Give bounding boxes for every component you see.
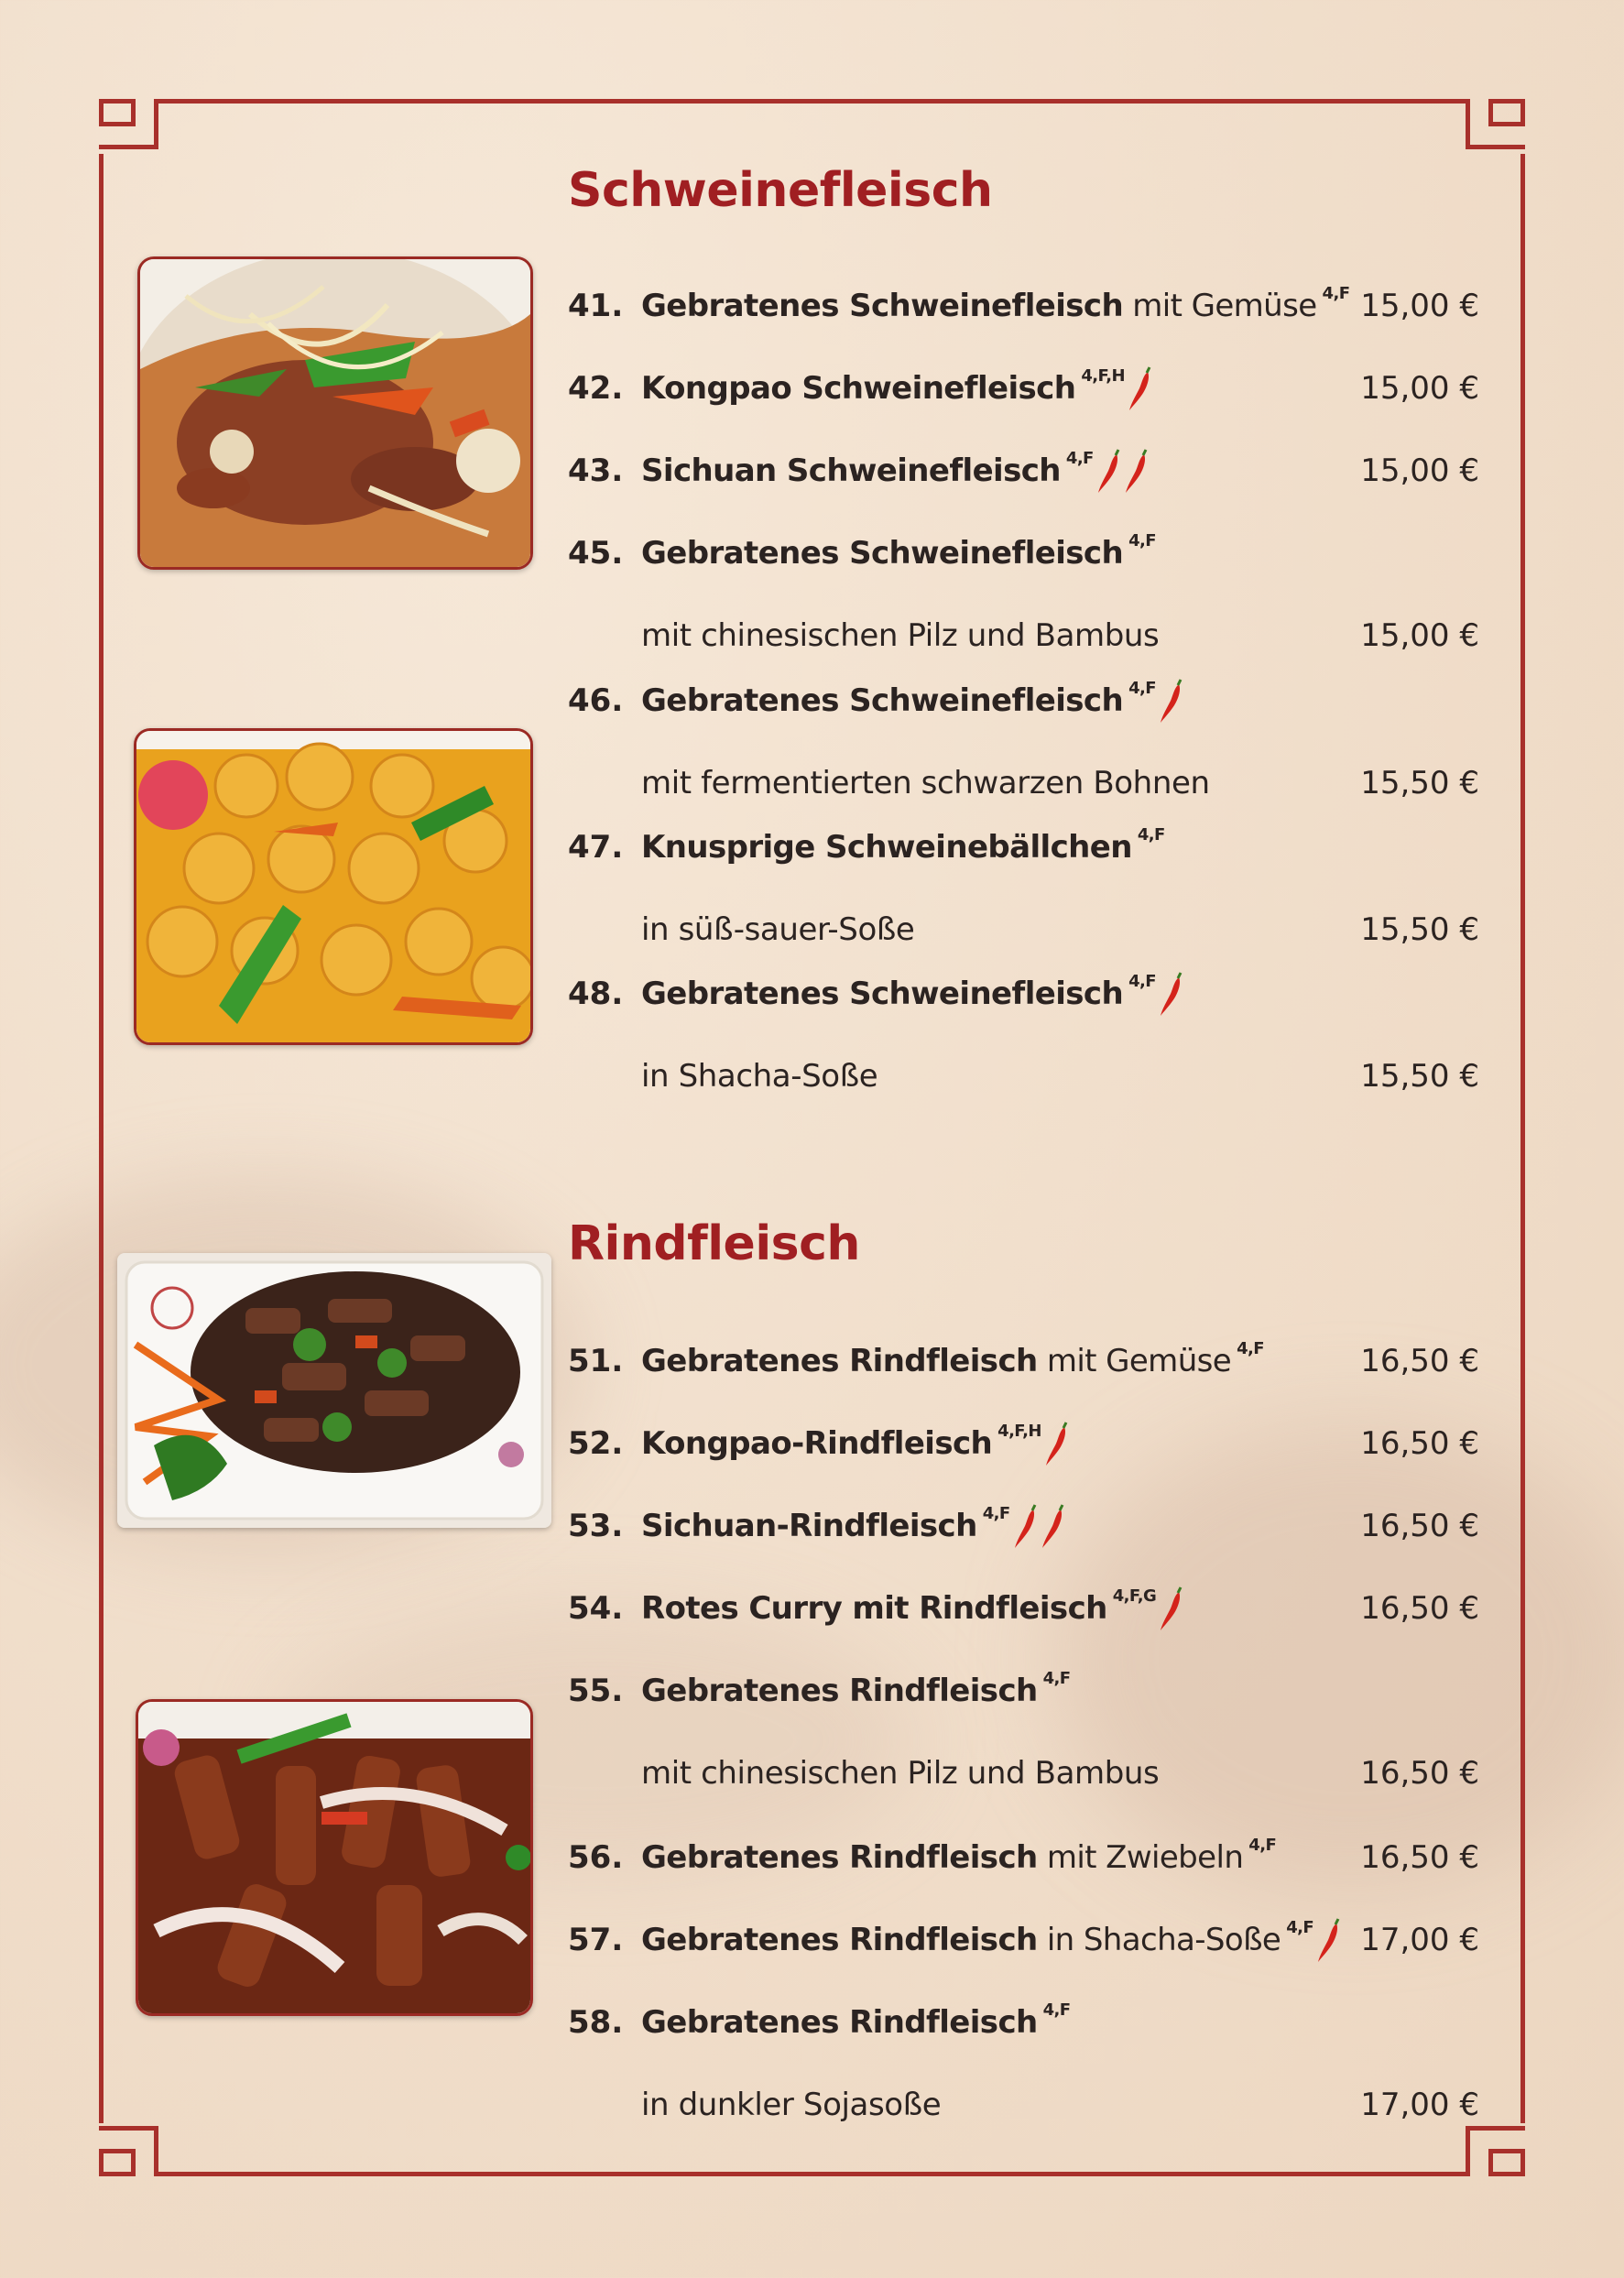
background-mountain-haze: [1053, 1420, 1624, 1896]
menu-item-name: [641, 1836, 1277, 1876]
menu-item-price: 16,50 €: [1360, 1425, 1479, 1462]
menu-item-number: 45.: [568, 535, 624, 572]
menu-item-detail-line: [568, 1755, 1479, 1810]
menu-item-name: [641, 284, 1350, 324]
menu-item-name: [641, 1586, 1183, 1636]
photo-beef-onions: [136, 1699, 533, 2016]
menu-item: [568, 679, 1479, 737]
menu-item-price: 15,50 €: [1360, 1058, 1479, 1095]
menu-item-number: 47.: [568, 829, 624, 866]
menu-item-price: 15,50 €: [1360, 765, 1479, 801]
menu-item-name-text: Sichuan Schweinefleisch: [641, 452, 1061, 489]
menu-item-name-text: Gebratenes Schweinefleisch: [641, 288, 1124, 324]
frame-corner-ornament: [99, 99, 136, 126]
allergen-codes: 4,F: [1128, 972, 1156, 991]
menu-item-name: [641, 2000, 1071, 2041]
menu-item-price: 16,50 €: [1360, 1343, 1479, 1379]
menu-item-name-text: Gebratenes Schweinefleisch: [641, 535, 1124, 572]
menu-item-number: 46.: [568, 682, 624, 719]
menu-item-price: 16,50 €: [1360, 1508, 1479, 1544]
menu-item-name-suffix: mit Zwiebeln: [1037, 1839, 1244, 1876]
menu-item-number: 43.: [568, 452, 624, 489]
menu-item-name-text: Gebratenes Rindfleisch: [641, 1922, 1038, 1958]
menu-item-name-text: Gebratenes Schweinefleisch: [641, 682, 1124, 719]
menu-item-detail-line: [568, 1058, 1479, 1113]
chili-pepper-icon: [1160, 679, 1183, 725]
allergen-codes: 4,F,H: [997, 1422, 1041, 1441]
allergen-codes: 4,F: [1137, 825, 1165, 845]
menu-item-name: [641, 679, 1183, 728]
allergen-codes: 4,F: [1128, 679, 1156, 698]
frame-corner-ornament: [99, 2149, 136, 2176]
menu-item-number: 53.: [568, 1508, 624, 1544]
menu-item-number: 54.: [568, 1590, 624, 1627]
menu-item-price: 15,00 €: [1360, 452, 1479, 489]
menu-item-name: [641, 1669, 1071, 1709]
menu-item-name: [641, 366, 1152, 416]
menu-item: [568, 825, 1479, 884]
menu-item-name-text: Knusprige Schweinebällchen: [641, 829, 1132, 866]
menu-item: [568, 531, 1479, 590]
menu-item: [568, 2000, 1479, 2059]
menu-item: [568, 1339, 1479, 1398]
menu-item-description: in süß-sauer-Soße: [641, 911, 915, 948]
menu-item-description: in dunkler Sojasoße: [641, 2087, 942, 2123]
menu-item-name-text: Kongpao Schweinefleisch: [641, 370, 1076, 407]
menu-item-name-text: Sichuan-Rindfleisch: [641, 1508, 977, 1544]
menu-item-number: 52.: [568, 1425, 624, 1462]
menu-item-name: [641, 972, 1183, 1021]
chili-pepper-icon: [1317, 1918, 1341, 1964]
menu-item-name: [641, 1422, 1069, 1471]
menu-item-name-text: Gebratenes Rindfleisch: [641, 1343, 1038, 1379]
menu-item-detail-line: [568, 911, 1479, 966]
section-title-schweinefleisch: Schweinefleisch: [568, 163, 993, 218]
menu-item-price: 15,00 €: [1360, 617, 1479, 654]
chili-pepper-icon: [1160, 972, 1183, 1018]
menu-item-name: [641, 1504, 1065, 1553]
menu-item-description: mit fermentierten schwarzen Bohnen: [641, 765, 1210, 801]
menu-item-number: 58.: [568, 2004, 624, 2041]
menu-item-price: 15,00 €: [1360, 370, 1479, 407]
menu-item-number: 55.: [568, 1673, 624, 1709]
allergen-codes: 4,F: [1237, 1339, 1264, 1358]
menu-item-price: 15,50 €: [1360, 911, 1479, 948]
menu-item-description: in Shacha-Soße: [641, 1058, 878, 1095]
menu-item-detail-line: [568, 2087, 1479, 2142]
menu-item-number: 56.: [568, 1839, 624, 1876]
menu-item-name: [641, 825, 1165, 866]
allergen-codes: 4,F: [1065, 449, 1094, 468]
menu-item: [568, 972, 1479, 1030]
menu-item-name-text: Gebratenes Rindfleisch: [641, 1839, 1038, 1876]
allergen-codes: 4,F: [1322, 284, 1350, 303]
menu-item-name-text: Gebratenes Rindfleisch: [641, 1673, 1038, 1709]
menu-item-price: 16,50 €: [1360, 1839, 1479, 1876]
menu-item-name-text: Gebratenes Schweinefleisch: [641, 976, 1124, 1012]
menu-item-name-suffix: in Shacha-Soße: [1037, 1922, 1281, 1958]
menu-item: [568, 1586, 1479, 1645]
menu-item-name-text: Gebratenes Rindfleisch: [641, 2004, 1038, 2041]
menu-item-number: 51.: [568, 1343, 624, 1379]
chili-pepper-icon: [1014, 1504, 1038, 1550]
allergen-codes: 4,F: [1286, 1918, 1314, 1937]
menu-item-price: 17,00 €: [1360, 2087, 1479, 2123]
menu-item-number: 57.: [568, 1922, 624, 1958]
menu-item-name: [641, 449, 1149, 498]
photo-sweet-sour-pork-balls: [134, 728, 533, 1045]
chili-pepper-icon: [1041, 1504, 1065, 1550]
menu-item-number: 41.: [568, 288, 624, 324]
chili-pepper-icon: [1125, 449, 1149, 495]
menu-item-description: mit chinesischen Pilz und Bambus: [641, 1755, 1160, 1792]
photo-beef-vegetables-plate: [117, 1253, 551, 1528]
menu-item-number: 48.: [568, 976, 624, 1012]
menu-item-detail-line: [568, 765, 1479, 820]
menu-item: [568, 284, 1479, 343]
menu-item-price: 17,00 €: [1360, 1922, 1479, 1958]
menu-item-detail-line: [568, 617, 1479, 672]
allergen-codes: 4,F,G: [1112, 1586, 1157, 1606]
chili-pepper-icon: [1097, 449, 1121, 495]
allergen-codes: 4,F,H: [1081, 366, 1125, 386]
menu-item-price: 16,50 €: [1360, 1755, 1479, 1792]
menu-item-name: [641, 531, 1156, 572]
menu-item: [568, 1669, 1479, 1728]
section-title-rindfleisch: Rindfleisch: [568, 1216, 860, 1271]
menu-item: [568, 1836, 1479, 1894]
chili-pepper-icon: [1045, 1422, 1069, 1467]
allergen-codes: 4,F: [982, 1504, 1010, 1523]
menu-item-name: [641, 1339, 1264, 1379]
menu-item-name-text: Rotes Curry mit Rindfleisch: [641, 1590, 1107, 1627]
allergen-codes: 4,F: [1042, 2000, 1071, 2020]
allergen-codes: 4,F: [1128, 531, 1156, 550]
menu-item-name-suffix: mit Gemüse: [1123, 288, 1317, 324]
frame-corner-ornament: [1488, 99, 1525, 126]
chili-pepper-icon: [1128, 366, 1152, 412]
menu-item: [568, 1504, 1479, 1563]
menu-item-name-text: Kongpao-Rindfleisch: [641, 1425, 993, 1462]
menu-item-price: 16,50 €: [1360, 1590, 1479, 1627]
frame-corner-ornament: [1488, 2149, 1525, 2176]
menu-item-description: mit chinesischen Pilz und Bambus: [641, 617, 1160, 654]
menu-item-price: 15,00 €: [1360, 288, 1479, 324]
menu-item-name: [641, 1918, 1341, 1967]
menu-item: [568, 449, 1479, 507]
chili-pepper-icon: [1160, 1586, 1183, 1632]
menu-item: [568, 1918, 1479, 1977]
allergen-codes: 4,F: [1042, 1669, 1071, 1688]
menu-item: [568, 1422, 1479, 1480]
photo-stir-fried-pork-vegetables: [137, 256, 533, 570]
allergen-codes: 4,F: [1248, 1836, 1277, 1855]
menu-item: [568, 366, 1479, 425]
menu-item-name-suffix: mit Gemüse: [1037, 1343, 1232, 1379]
menu-item-number: 42.: [568, 370, 624, 407]
